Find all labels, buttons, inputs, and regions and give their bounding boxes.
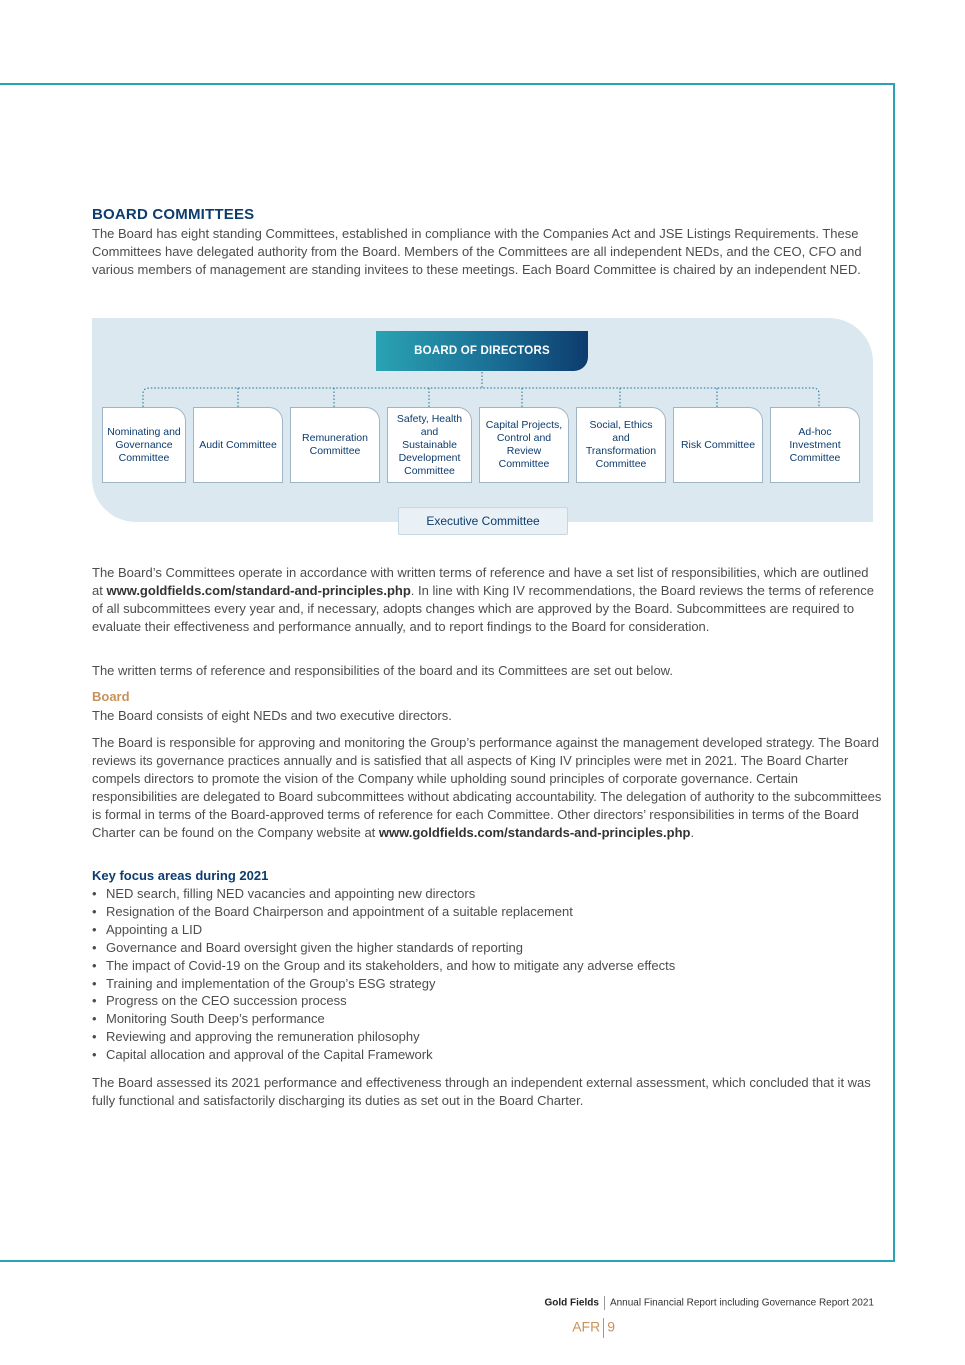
terms-paragraph [92,564,882,636]
list-item-text: Monitoring South Deep’s performance [106,1011,325,1027]
bullet: • [92,975,97,991]
committee-adhoc-investment: Ad-hoc Investment Committee [770,407,860,483]
bullet: • [92,1011,97,1027]
committee-safety-health: Safety, Health and Sustainable Development Committee [387,407,472,483]
footer-section: AFR [572,1318,601,1335]
board-heading: Board [92,689,130,704]
bullet: • [92,1029,97,1045]
diagram-connectors [0,0,965,420]
footer-divider [604,1296,605,1310]
focus-heading: Key focus areas during 2021 [92,868,269,883]
list-item-text: Appointing a LID [106,921,203,937]
board-responsibility-paragraph [92,734,882,842]
focus-list [92,885,882,1064]
list-item [92,903,882,921]
section-title: BOARD COMMITTEES [92,206,255,223]
terms-text-after: . In line with King IV recommendations, the Board reviews the terms of reference of all subcommittees every year and, if necessary, adopts changes which are approved by the Board. Subcommittees are required to evaluate their effectiveness and performance annually, and to report findings to the Board for consideration. [92,583,874,634]
list-item [92,1010,882,1028]
committee-capital-projects: Capital Projects, Control and Review Committee [479,407,569,483]
footer-page-divider [603,1318,604,1338]
list-item [92,957,882,975]
list-item [92,992,882,1010]
bullet: • [92,957,97,973]
bullet: • [92,939,97,955]
list-item [92,975,882,993]
footer-brand [495,1296,874,1310]
list-item [92,921,882,939]
list-item-text: Capital allocation and approval of the Capital Framework [106,1047,433,1063]
footer-page [540,1318,615,1338]
list-item [92,939,882,957]
terms-text-before: The Board’s Committees operate in accordance with written terms of reference and have a set list of responsibilities, which are outlined at [92,565,869,598]
page-number: 9 [607,1318,615,1335]
list-item-text: Governance and Board oversight given the higher standards of reporting [106,939,523,955]
list-item [92,885,882,903]
bullet: • [92,903,97,919]
list-item-text: Training and implementation of the Group’s ESG strategy [106,975,436,991]
bullet: • [92,886,97,901]
footer-company: Gold Fields [544,1297,599,1309]
terms-link[interactable]: www.goldfields.com/standard-and-principles.php [106,583,411,598]
board-of-directors-box: BOARD OF DIRECTORS [376,331,588,371]
list-item-text: Reviewing and approving the remuneration philosophy [106,1029,420,1045]
list-item [92,1046,882,1064]
bullet: • [92,921,97,937]
footer-report-title: Annual Financial Report including Governance Report 2021 [609,1297,874,1309]
bullet: • [92,1047,97,1063]
list-item-text: Progress on the CEO succession process [106,993,347,1009]
committee-remuneration: Remuneration Committee [290,407,380,483]
list-item-text: The impact of Covid-19 on the Group and its stakeholders, and how to mitigate any adverse effects [106,957,676,973]
board-text-after: . [690,825,695,840]
board-text-before: The Board is responsible for approving and monitoring the Group’s performance against the management developed strategy. The Board reviews its governance practices annually and is satisfied that all aspects of King IV principles were met in 2021. The Board Charter compels directors to promote the vision of the Company while upholding sound principles of corporate governance. Certain responsibilities are delegated to Board subcommittees without abdicating accountability. The delegation of authority to the subcommittees is formal in terms of the Board-approved terms of reference for each Committee. Other directors’ responsibilities in terms of the Board Charter can be found on the Company website at [92,735,882,840]
intro-paragraph: The Board has eight standing Committees, established in compliance with the Companies Act and JSE Listings Requirements. These Committees have delegated authority from the Board. Members of the Committees are all independent NEDs, and the CEO, CFO and various members of management are standing invitees to these meetings. Each Board Committee is chaired by an independent NED. [92,226,862,277]
list-item-text: Resignation of the Board Chairperson and appointment of a suitable replacement [106,903,573,919]
list-item-text: NED search, filling NED vacancies and appointing new directors [106,886,476,901]
closing-paragraph: The Board assessed its 2021 performance and effectiveness through an independent external assessment, which concluded that it was fully functional and satisfactorily discharging its duties as set out in the Board Charter. [92,1075,871,1108]
board-composition: The Board consists of eight NEDs and two executive directors. [92,708,452,723]
committee-social-ethics: Social, Ethics and Transformation Committee [576,407,666,483]
list-item [92,1028,882,1046]
bullet: • [92,993,97,1009]
committee-audit: Audit Committee [193,407,283,483]
board-charter-link[interactable]: www.goldfields.com/standards-and-principles.php [378,825,691,840]
executive-committee-box: Executive Committee [398,507,568,535]
committee-risk: Risk Committee [673,407,763,483]
committee-nominating: Nominating and Governance Committee [102,407,186,483]
terms-intro-paragraph: The written terms of reference and responsibilities of the board and its Committees are set out below. [92,663,673,678]
